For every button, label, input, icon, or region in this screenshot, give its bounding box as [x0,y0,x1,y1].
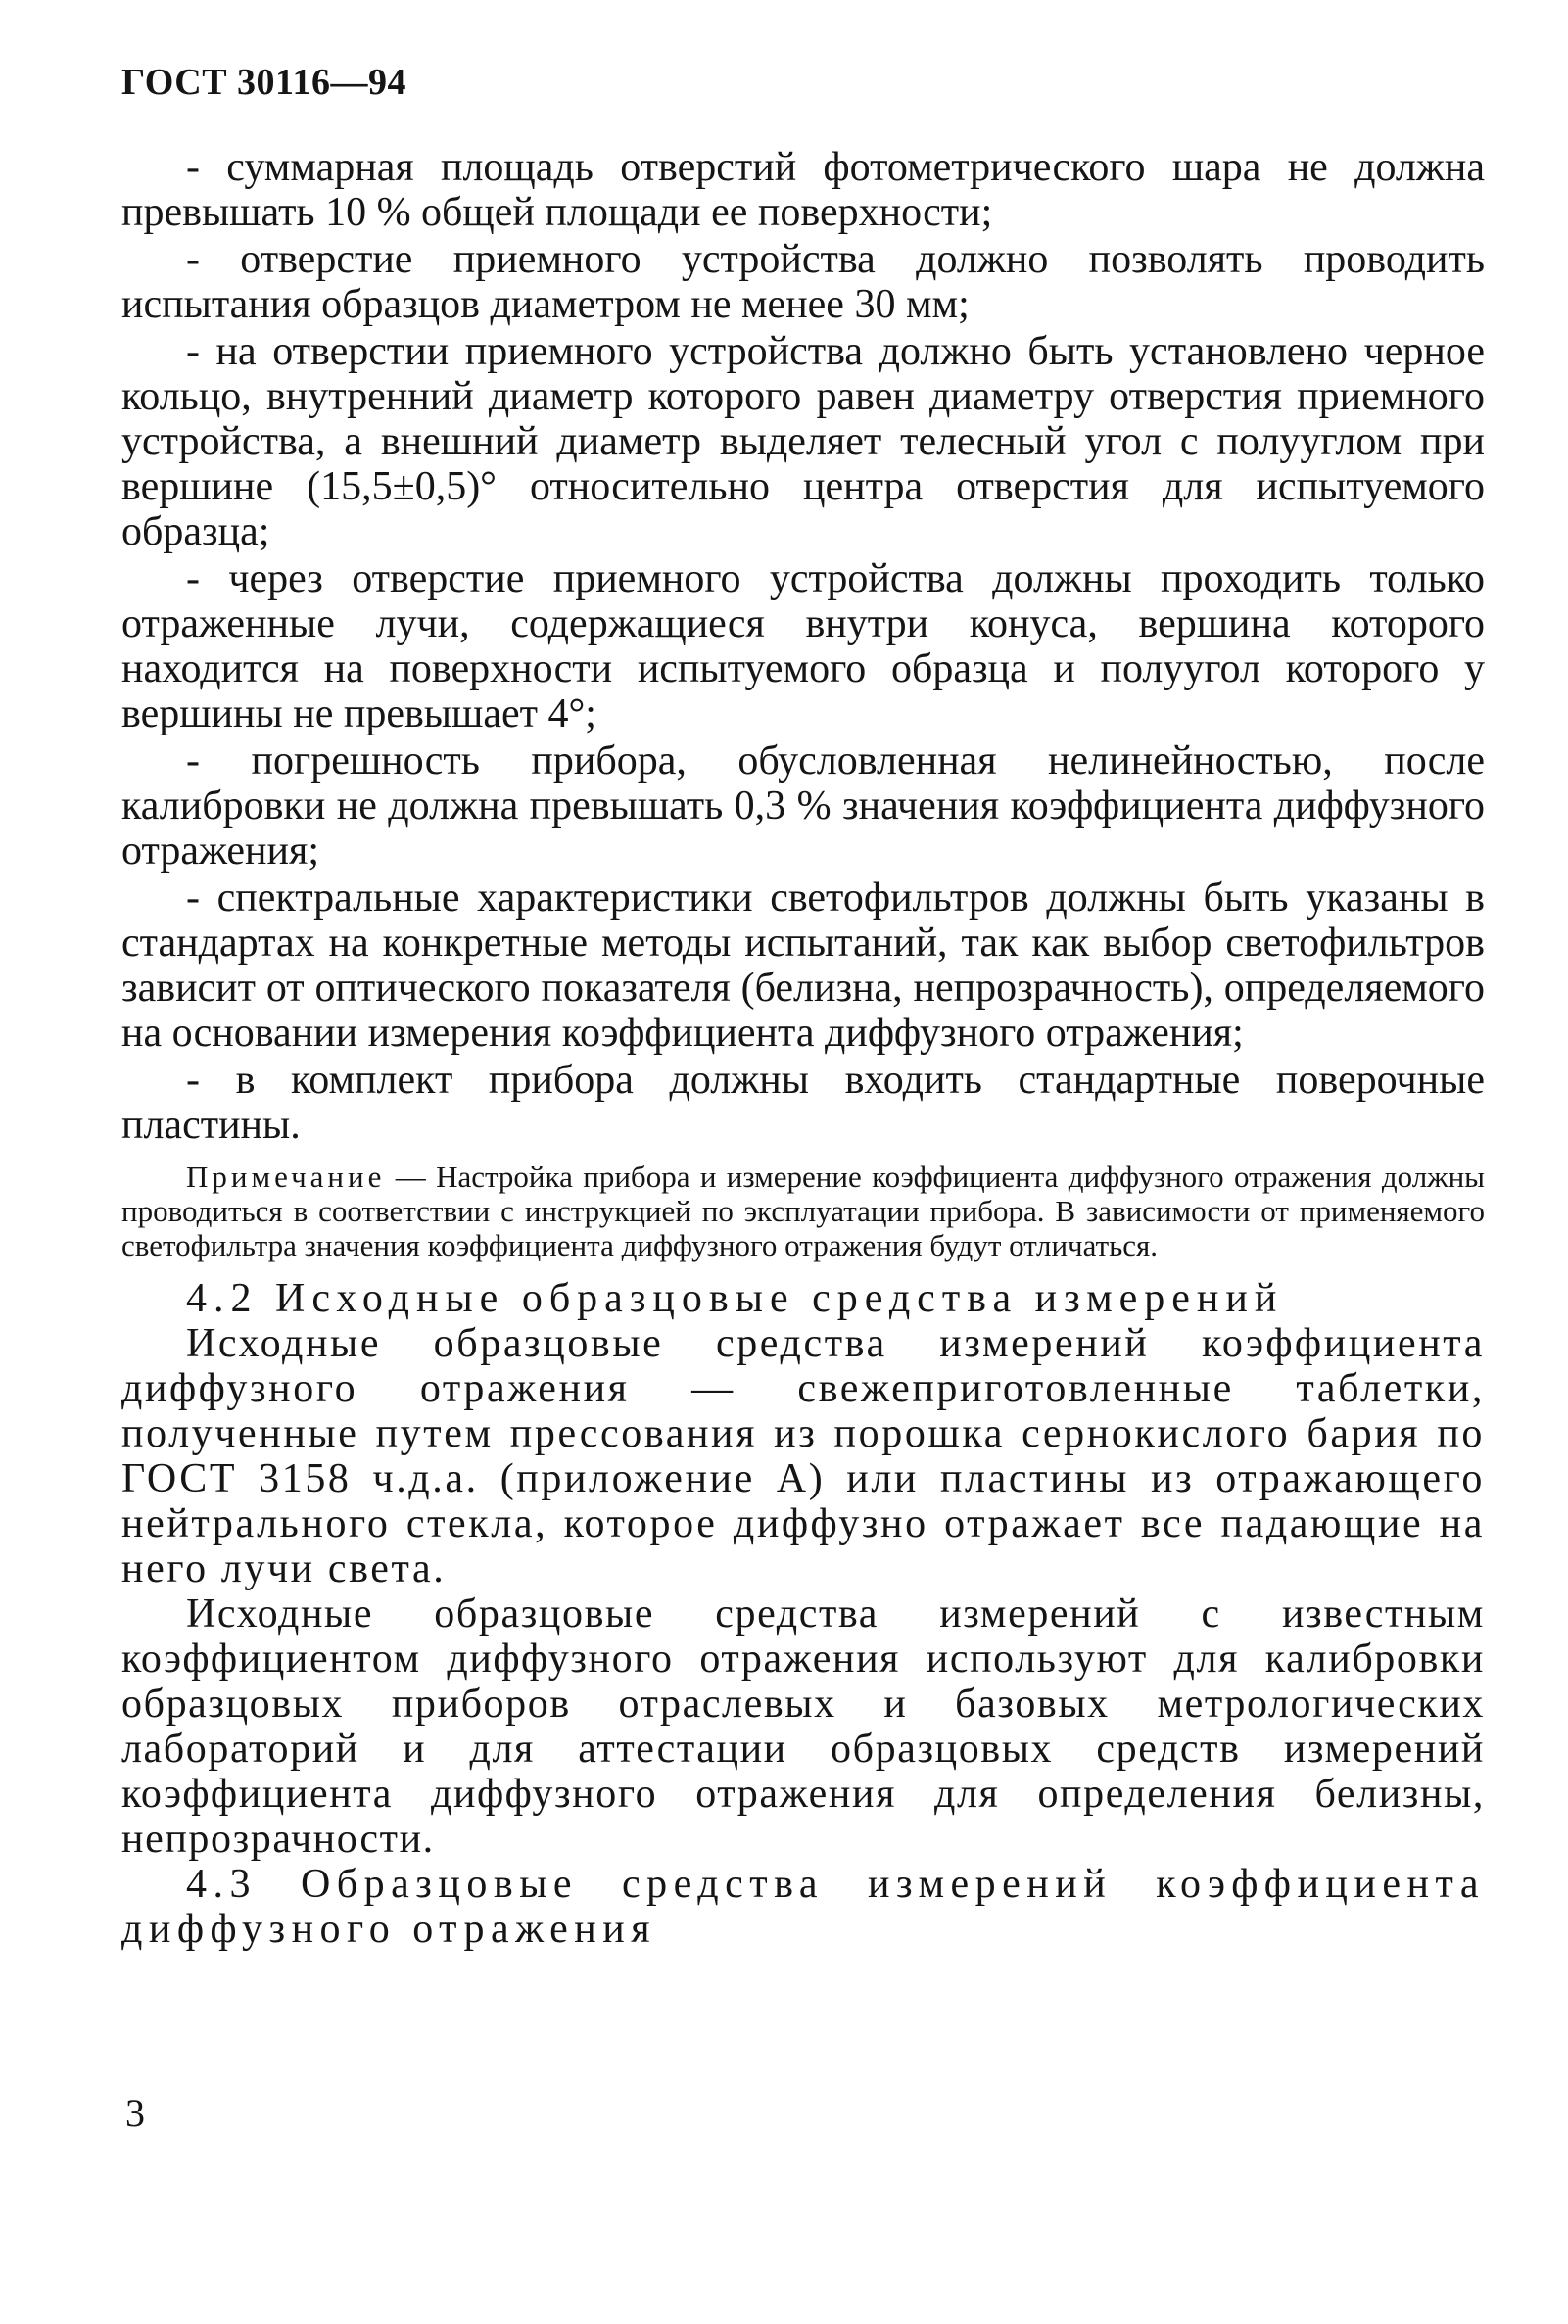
requirement-item: - отверстие приемного устройства должно позволять проводить испытания образцов диаметром не менее 30 мм; [121,237,1485,327]
standard-code-header: ГОСТ 30116—94 [121,62,406,103]
page-number: 3 [125,2091,145,2135]
requirement-item: - спектральные характеристики светофильтров должны быть указаны в стандартах на конкретные методы испытаний, так как выбор светофильтров зависит от оптического показателя (белизна, непрозрачность), определяемого на основании измерения коэффициента диффузного отражения; [121,876,1485,1056]
document-body [121,145,1485,1952]
requirement-item: - на отверстии приемного устройства должно быть установлено черное кольцо, внутренний диаметр которого равен диаметру отверстия приемного устройства, а внешний диаметр выделяет телесный угол с полууглом при вершине (15,5±0,5)° относительно центра отверстия для испытуемого образца; [121,329,1485,554]
requirement-item: - погрешность прибора, обусловленная нелинейностью, после калибровки не должна превышать 0,3 % значения коэффициента диффузного отражения; [121,738,1485,874]
requirement-item: - в комплект прибора должны входить стандартные поверочные пластины. [121,1058,1485,1148]
note-text: — Настройка прибора и измерение коэффициента диффузного отражения должны проводиться в соответствии с инструкцией по эксплуатации прибора. В зависимости от применяемого светофильтра значения коэффициента диффузного отражения будут отличаться. [121,1160,1485,1262]
requirement-item: - суммарная площадь отверстий фотометрического шара не должна превышать 10 % общей площади ее поверхности; [121,145,1485,235]
section-4-2-paragraph-2: Исходные образцовые средства измерений с известным коэффициентом диффузного отражения используют для калибровки образцовых приборов отраслевых и базовых метрологических лабораторий и для аттестации образцовых средств измерений коэффициента диффузного отражения для определения белизны, непрозрачности. [121,1591,1485,1862]
section-4-2-paragraph-1: Исходные образцовые средства измерений коэффициента диффузного отражения — свежеприготовленные таблетки, полученные путем прессования из порошка сернокислого бария по ГОСТ 3158 ч.д.а. (приложение А) или пластины из отражающего нейтрального стекла, которое диффузно отражает все падающие на него лучи света. [121,1321,1485,1591]
section-heading-4-3: 4.3 Образцовые средства измерений коэффициента диффузного отражения [121,1862,1485,1952]
note-label: Примечание [186,1160,386,1194]
section-heading-4-2: 4.2 Исходные образцовые средства измерений [186,1276,1284,1321]
note-block [121,1160,1485,1262]
requirement-item: - через отверстие приемного устройства должны проходить только отраженные лучи, содержащиеся внутри конуса, вершина которого находится на поверхности испытуемого образца и полуугол которого у вершины не превышает 4°; [121,556,1485,736]
